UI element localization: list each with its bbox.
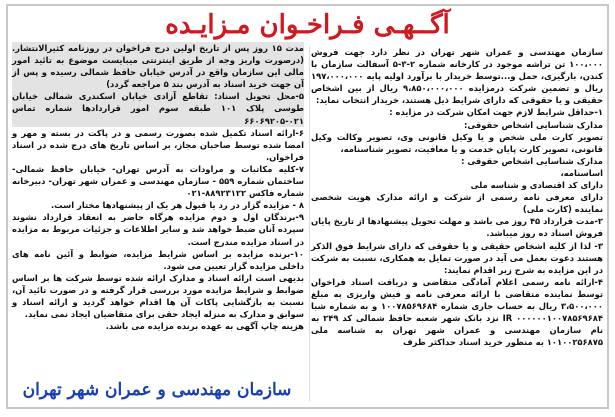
contract-duration-paragraph: ۲-مدت قرارداد ۴۵ روز می باشد و مهلت تحویل پیشنهادها از تاریخ پایان فروش اسناد ده روز میباشد. <box>311 216 603 239</box>
legal-docs-item-3: دارای معرفی نامه رسمی از شرکت و ارائه مدارک هویت شخصی نماینده (کارت ملی) <box>311 192 603 215</box>
legal-docs-item-2: دارای کد اقتصادی و شناسه ملی <box>470 180 603 191</box>
delivery-location-paragraph: ۵-محل تحویل اسناد: تقاطع آزادی خیابان اسکندری شمالی خیابان طوسی پلاک ۱۰۱ طبقه سوم امور قراردادها شماره تماس ۰۲۱-۶۶۰۶۹۲۰۵ <box>12 91 304 126</box>
legal-docs-item-1: اساسنامه، <box>560 167 603 178</box>
deadline-paragraph: مدت ۱۵ روز پس از تاریخ اولین درج فراخوان در روزنامه کثیرالانتشار. (درصورت واریز وجه از طریق اینترنتی میبایست موضوع به تائید امور مالی این سازمان واقع در آدرس خیابان حافظ شمالی رسیده و پس از آن جهت خرید اسناد به آدرس بند ۵ مراجعه گردد) <box>12 43 304 90</box>
left-column <box>12 42 304 332</box>
right-column <box>311 46 603 348</box>
column-divider <box>309 46 310 401</box>
winners-paragraph: ۹-برندگان اول و دوم مزایده هرگاه حاضر به انعقاد قرارداد نشوند سپرده آنان ضبط خواهد شد و سایر اطلاعات و جزئیات مربوط به مزایده در اسناد مزایده مندرج است. <box>12 212 304 247</box>
correspondence-paragraph: ۷-کلیه مکاتبات و مراودات به آدرس تهران- خیابان حافظ شمالی- ساختمان شماره ۵۵۹ - سازمان مهندسی و عمران شهر تهران- دبیرخانه شماره فاکس ۸۸۹۲۳۱۲۲-۰۲۱ <box>12 163 304 199</box>
submission-paragraph: ۶-ارائه اسناد تکمیل شده بصورت رسمی و در پاکت در بسته و مهر و امضا شده توسط صاحبان مجاز، بر اساس تاریخ های درج شده در اسناد فراخوان. <box>12 127 304 162</box>
rejection-right-paragraph: ۸ - مزایده گزار در رد یا قبول هر یک از پیشنهادها مختار است. <box>50 200 304 211</box>
advertisement-page <box>6 4 609 409</box>
conditions-heading: ۱-حداقل شرایط لازم جهت امکان شرکت در مزایده : <box>389 107 603 118</box>
winner-determination-paragraph: ۱۰-برنده مزایده بر اساس شرایط مزایده، ضوابط و آئین نامه های داخلی مزایده گزار تعیین می شود. <box>12 248 304 271</box>
invitation-paragraph: ۳- لذا از کلیه اشخاص حقیقی و یا حقوقی که دارای شرایط فوق الذکر هستند دعوت بعمل می آید در صورت تمایل به همکاری، نسبت به شرکت در این مزایده به شرح زیر اقدام نمایند: <box>311 240 603 275</box>
auction-title: آگــهـی فـراخـوان مـزایـده <box>165 10 450 40</box>
intro-paragraph: سازمان مهندسی و عمران شهر تهران در نظر دارد جهت فروش ۱۰۰،۰۰۰ تن تراشه موجود در کارخانه شماره ۲-۳-۵ آسفالت سازمان با کندن، بارگیری، حمل و...توسط خریدار با برآورد اولیه پایه ۱۹۷،۰۰۰،۰۰۰ ریال و تضمین شرکت درمزایده ۹،۸۵۰،۰۰۰،۰۰۰ ریال از بین اشخاص حقیقی و یا حقوقی که دارای شرایط ذیل هستند، خریدار انتخاب نماید: <box>311 47 604 106</box>
ad-cost-paragraph: هزینه چاپ آگهی به عهده برنده مزایده می باشد. <box>105 321 304 332</box>
organization-signature: سازمان مهندسی و عمران شهر تهران <box>22 380 292 400</box>
individual-docs-text: تصویر کارت ملی شخص و یا وکیل قانونی وی، تصویر وکالت وکیل قانونی، تصویر کارت پایان خدمت و یا معافیت، تصویر شناسنامه، <box>311 131 603 154</box>
individual-docs-heading: مدارک شناسایی اشخاص حقوقی: <box>463 119 603 130</box>
evaluation-paragraph: بدیهی است ارائه اسناد و مدارک ارائه شده توسط شرکت ها بر اساس ضوابط و شرایط مزایده مورد بررسی قرار گرفته و در صورت تائید آن، نسبت به بازگشایی پاکات آن ها اقدام خواهد گردید و ارائه اسناد و سوابق و مدارک به منزله ایجاد حقی برای متقاضیان ایجاد نمی نماید. <box>12 272 304 320</box>
purchase-instructions-paragraph: ۴-ارائه نامه رسمی اعلام آمادگی متقاضی و دریافت اسناد فراخوان توسط نماینده متقاضی با ارائه معرفی نامه و فیش واریزی به مبلغ ۳،۵۰۰،۰۰۰ ریال به حساب جاری شماره ۱۰۰۷۸۵۶۹۶۸۴ و به شماره شبا IR ۰۰۰۰۰۰۱۰۰۷۸۵۶۹۶۸۴ نزد بانک شهر شعبه حافظ شمالی کد ۲۴۹ به نام سازمان مهندسی و عمران شهر تهران به شناسه ملی ۱۰۱۰۰۲۵۶۸۷۵ به منظور خرید اسناد حداکثر ظرف <box>311 276 604 348</box>
legal-docs-heading: مدارک شناسایی اشخاص حقوقی : <box>461 155 603 166</box>
